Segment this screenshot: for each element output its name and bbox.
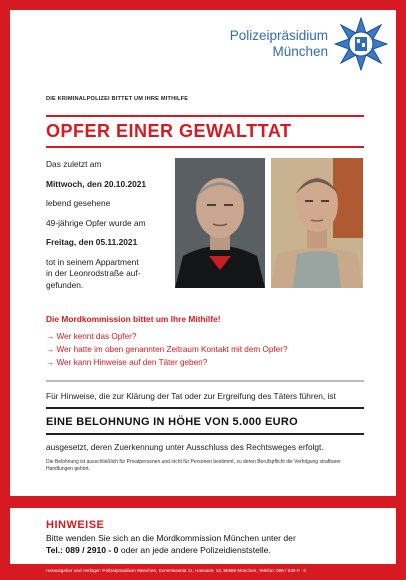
victim-photo-1 — [175, 158, 265, 288]
victim-photo-2 — [271, 158, 363, 288]
fact-date-found: Freitag, den 05.11.2021 — [46, 237, 138, 247]
arrow-right-icon: → — [46, 345, 55, 354]
question-text: Wer kann Hinweise auf den Täter geben? — [56, 358, 208, 367]
appeal-questions — [46, 330, 288, 369]
fact-line: tot in seinem Appartment — [46, 256, 139, 267]
title-rule-top — [46, 115, 364, 117]
question-text: Wer hatte im oben genannten Zeitraum Kontakt mit dem Opfer? — [56, 345, 288, 354]
title-rule-bottom — [46, 146, 364, 148]
appeal-heading: Die Mordkommission bittet um Ihre Mithilfe! — [46, 314, 221, 324]
arrow-right-icon: → — [46, 358, 55, 367]
fact-date-seen: Mittwoch, den 20.10.2021 — [46, 178, 147, 189]
page-title: OPFER EINER GEWALTTAT — [46, 121, 292, 141]
victim-photo-1-drawing — [175, 158, 265, 288]
reward-intro: Für Hinweise, die zur Klärung der Tat oder zur Ergreifung des Täters führen, ist — [46, 391, 336, 401]
reward-headline: EINE BELOHNUNG IN HÖHE VON 5.000 EURO — [46, 416, 298, 428]
brand-name — [230, 28, 328, 60]
police-star-icon — [334, 17, 388, 71]
hinweise-line-2-rest: oder an jede andere Polizeidienststelle. — [118, 545, 271, 555]
fact-line: in der Leonrodstraße auf- — [46, 268, 141, 278]
reward-outro: ausgesetzt, deren Zuerkennung unter Ausschluss des Rechtsweges erfolgt. — [46, 442, 324, 452]
arrow-right-icon: → — [46, 332, 55, 341]
brand-header — [230, 14, 388, 74]
question-item — [46, 330, 288, 343]
legal-imprint: Herausgeber und Verleger: Polizeipräsidium München, Kommissariat 11, Hansastr. 24, 80686 München, Telefon: 089 / 630-0 · 0 — [46, 568, 307, 573]
brand-line-2: München — [272, 44, 328, 59]
question-text: Wer kennt das Opfer? — [56, 332, 137, 341]
hinweise-title: HINWEISE — [46, 519, 105, 531]
section-divider — [46, 380, 364, 382]
fact-line: Das zuletzt am — [46, 159, 102, 169]
hinweise-line-2 — [46, 545, 271, 555]
reward-rule-top — [46, 407, 364, 409]
reward-rule-bottom — [46, 433, 364, 435]
phone-number: Tel.: 089 / 2910 - 0 — [46, 545, 119, 555]
question-item — [46, 343, 288, 356]
reward-fine-print: Die Belohnung ist ausschließlich für Privatpersonen und nicht für Personen bestimmt, zu deren Berufspflicht die Verfolgung strafbarer Handlungen gehört. — [46, 459, 341, 472]
fact-line: gefunden. — [46, 279, 84, 290]
question-item — [46, 356, 288, 369]
case-facts — [46, 159, 166, 291]
brand-line-1: Polizeipräsidium — [229, 28, 328, 43]
victim-photo-2-drawing — [271, 158, 363, 288]
fact-line: lebend gesehene — [46, 198, 111, 208]
hinweise-line-1: Bitte wenden Sie sich an die Mordkommission München unter der — [46, 533, 296, 543]
kicker-text: DIE KRIMINALPOLIZEI BITTET UM IHRE MITHILFE — [46, 96, 189, 102]
fact-line: 49-jährige Opfer wurde am — [46, 217, 146, 228]
